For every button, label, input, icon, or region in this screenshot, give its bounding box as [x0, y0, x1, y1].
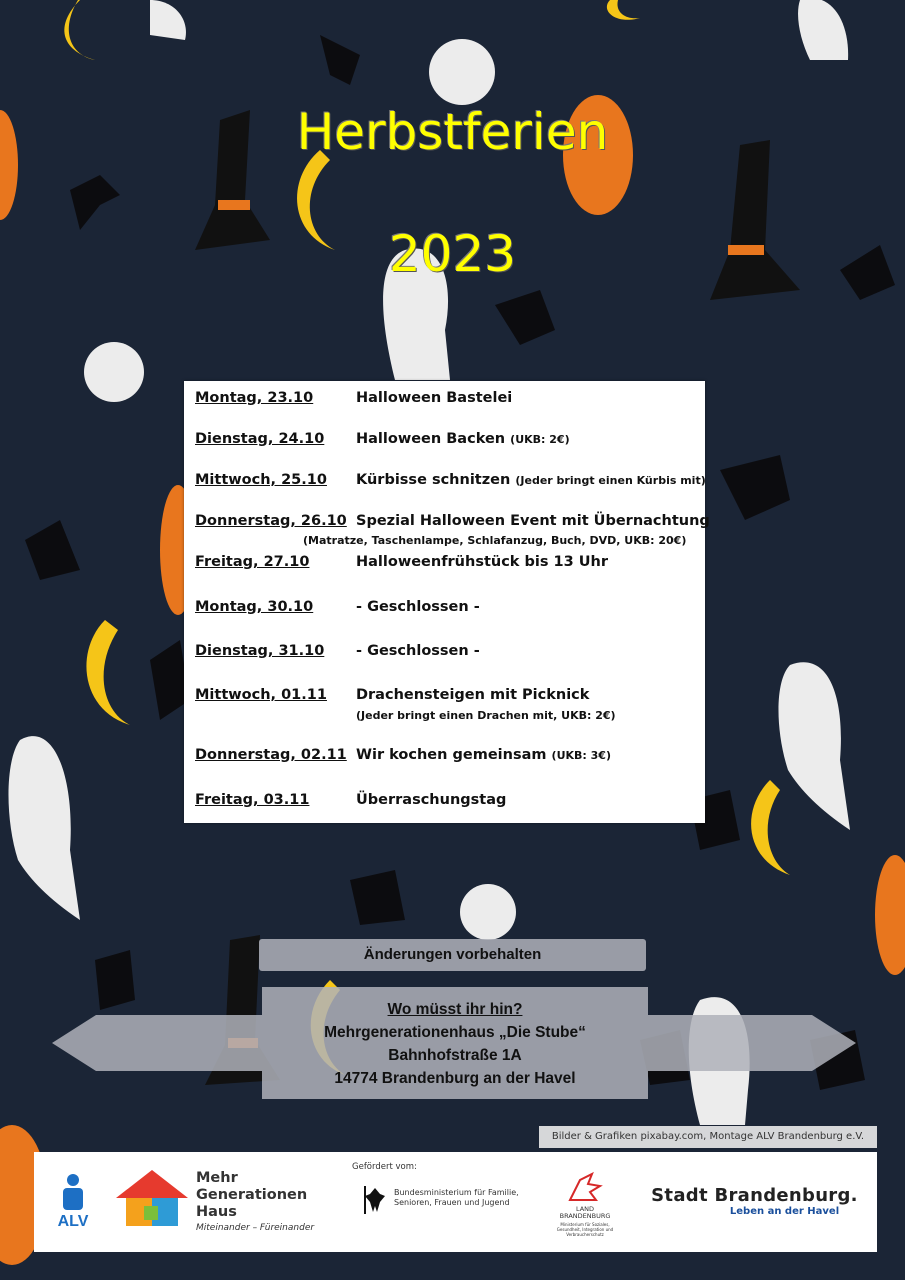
mgh-line3: Haus: [196, 1204, 237, 1220]
schedule-activity: Kürbisse schnitzen (Jeder bringt einen Kürbis mit): [356, 472, 706, 488]
image-credits: Bilder & Grafiken pixabay.com, Montage ALV Brandenburg e.V.: [539, 1126, 877, 1148]
alv-logo-text: ALV: [57, 1213, 89, 1230]
sponsor-footer: [34, 1152, 877, 1252]
changes-notice: Änderungen vorbehalten: [259, 939, 646, 971]
schedule-day: Mittwoch, 01.11: [195, 687, 327, 703]
schedule-day: Dienstag, 24.10: [195, 431, 325, 447]
red-eagle-icon: [550, 1170, 620, 1204]
land-brandenburg-logo: [550, 1170, 620, 1237]
address-block: [262, 998, 648, 1090]
schedule-activity: Wir kochen gemeinsam (UKB: 3€): [356, 747, 611, 763]
land-name: LAND BRANDENBURG: [559, 1205, 611, 1220]
mgh-slogan: Miteinander – Füreinander: [196, 1223, 315, 1233]
schedule-day: Mittwoch, 25.10: [195, 472, 327, 488]
schedule-activity: Überraschungstag: [356, 792, 507, 808]
schedule-day: Dienstag, 31.10: [195, 643, 325, 659]
schedule-card: [184, 381, 710, 823]
address-street: Bahnhofstraße 1A: [388, 1047, 522, 1064]
funded-by-label: Gefördert vom:: [352, 1162, 417, 1172]
schedule-day: Donnerstag, 26.10: [195, 513, 347, 529]
land-ministry: Ministerium für Soziales, Gesundheit, Integration und Verbraucherschutz: [556, 1222, 614, 1237]
schedule-activity: Spezial Halloween Event mit Übernachtung: [356, 513, 710, 529]
ministry-name: Bundesministerium für Familie, Senioren, Frauen und Jugend: [394, 1188, 519, 1207]
schedule-note: (UKB: 2€): [510, 433, 570, 446]
schedule-day: Montag, 30.10: [195, 599, 314, 615]
schedule-activity: - Geschlossen -: [356, 643, 480, 659]
city-slogan: Leben an der Havel: [729, 1206, 840, 1217]
schedule-subnote: (Matratze, Taschenlampe, Schlafanzug, Buch, DVD, UKB: 20€): [303, 534, 687, 547]
mgh-wordmark: [196, 1170, 314, 1233]
ministry-logo: [352, 1162, 522, 1207]
schedule-day: Donnerstag, 02.11: [195, 747, 347, 763]
stadt-brandenburg-logo: [642, 1185, 867, 1217]
eagle-icon: [364, 1186, 386, 1214]
page-title: Herbstferien: [296, 103, 609, 161]
schedule-activity: Halloween Backen (UKB: 2€): [356, 431, 570, 447]
page-year: 2023: [388, 225, 517, 283]
mgh-line2: Generationen: [196, 1187, 308, 1203]
schedule-day: Freitag, 27.10: [195, 554, 310, 570]
schedule-activity: Halloweenfrühstück bis 13 Uhr: [356, 554, 608, 570]
schedule-activity: Halloween Bastelei: [356, 390, 513, 406]
schedule-note: (UKB: 3€): [551, 749, 611, 762]
schedule-activity: Drachensteigen mit Picknick: [356, 687, 590, 703]
mgh-house-logo: [116, 1170, 188, 1228]
schedule-activity: - Geschlossen -: [356, 599, 480, 615]
schedule-day: Freitag, 03.11: [195, 792, 310, 808]
mgh-line1: Mehr: [196, 1170, 238, 1186]
schedule-note: (Jeder bringt einen Kürbis mit): [515, 474, 706, 487]
schedule-day: Montag, 23.10: [195, 390, 314, 406]
schedule-subnote: (Jeder bringt einen Drachen mit, UKB: 2€): [356, 709, 616, 722]
address-city: 14774 Brandenburg an der Havel: [334, 1070, 576, 1087]
alv-logo: [48, 1170, 98, 1230]
address-name: Mehrgenerationenhaus „Die Stube“: [324, 1024, 586, 1041]
address-heading: Wo müsst ihr hin?: [387, 1001, 523, 1018]
city-name: Stadt Brandenburg.: [651, 1185, 858, 1206]
